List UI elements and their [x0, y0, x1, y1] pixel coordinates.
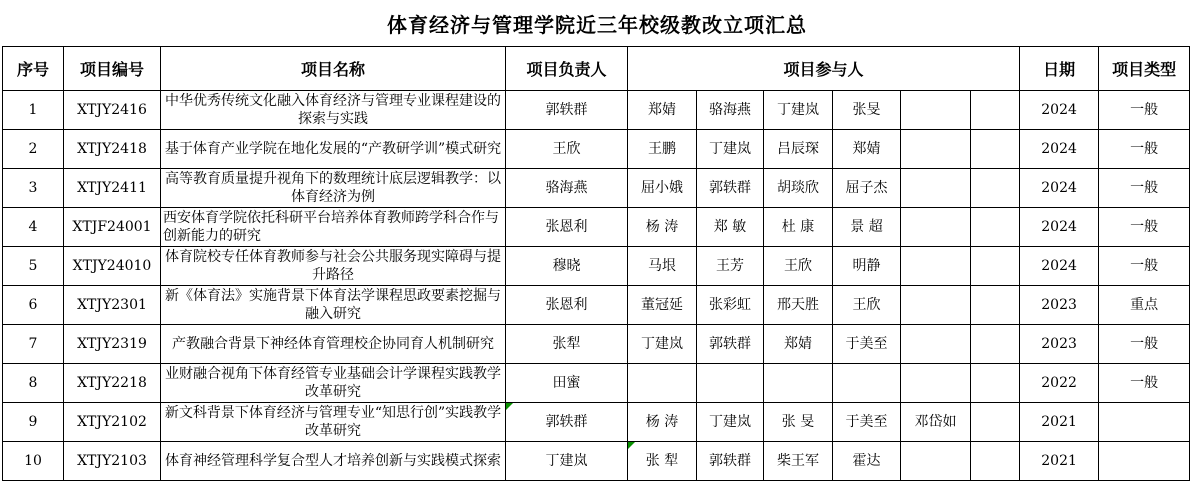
cell-project-id: XTJY24010 [64, 247, 161, 286]
cell-index: 5 [3, 247, 64, 286]
cell-date: 2023 [1020, 325, 1099, 364]
cell-participant [971, 130, 1020, 169]
cell-date: 2021 [1020, 403, 1099, 442]
cell-index: 4 [3, 208, 64, 247]
table-row [3, 247, 1190, 286]
header-project-name: 项目名称 [161, 47, 506, 91]
table-body [3, 91, 1190, 481]
cell-project-name: 西安体育学院依托科研平台培养体育教师跨学科合作与创新能力的研究 [161, 208, 506, 247]
cell-date: 2024 [1020, 247, 1099, 286]
cell-project-id: XTJY2411 [64, 169, 161, 208]
cell-type: 一般 [1099, 208, 1190, 247]
cell-participant [901, 91, 971, 130]
cell-participant: 于美至 [833, 325, 901, 364]
cell-leader: 田蜜 [506, 364, 628, 403]
cell-type: 一般 [1099, 91, 1190, 130]
header-participants: 项目参与人 [628, 47, 1020, 91]
cell-project-id: XTJY2416 [64, 91, 161, 130]
cell-participant [628, 364, 697, 403]
cell-leader: 王欣 [506, 130, 628, 169]
cell-participant: 王芳 [697, 247, 764, 286]
table-row [3, 403, 1190, 442]
page-title: 体育经济与管理学院近三年校级教改立项汇总 [387, 12, 807, 37]
cell-participant: 杨 涛 [628, 403, 697, 442]
projects-table [2, 46, 1190, 481]
cell-project-name: 高等教育质量提升视角下的数理统计底层逻辑教学：以体育经济为例 [161, 169, 506, 208]
cell-index: 7 [3, 325, 64, 364]
cell-project-name: 基于体育产业学院在地化发展的“产教研学训”模式研究 [161, 130, 506, 169]
header-date: 日期 [1020, 47, 1099, 91]
cell-participant [764, 364, 833, 403]
cell-participant [971, 91, 1020, 130]
cell-participant: 马垠 [628, 247, 697, 286]
cell-participant: 邓岱如 [901, 403, 971, 442]
table-row [3, 130, 1190, 169]
cell-type: 一般 [1099, 130, 1190, 169]
cell-participant: 丁建岚 [628, 325, 697, 364]
cell-participant: 王欣 [764, 247, 833, 286]
cell-participant: 郭轶群 [697, 442, 764, 481]
cell-date: 2024 [1020, 130, 1099, 169]
cell-participant: 屈小娥 [628, 169, 697, 208]
cell-participant [697, 364, 764, 403]
cell-index: 10 [3, 442, 64, 481]
cell-participant [971, 208, 1020, 247]
cell-participant: 柴王军 [764, 442, 833, 481]
cell-participant [971, 364, 1020, 403]
cell-participant: 于美至 [833, 403, 901, 442]
header-project-id: 项目编号 [64, 47, 161, 91]
cell-index: 2 [3, 130, 64, 169]
cell-participant: 屈子杰 [833, 169, 901, 208]
cell-participant [901, 208, 971, 247]
cell-participant: 董冠延 [628, 286, 697, 325]
cell-participant [901, 286, 971, 325]
cell-type: 一般 [1099, 325, 1190, 364]
header-row [3, 47, 1190, 91]
cell-project-name: 中华优秀传统文化融入体育经济与管理专业课程建设的探索与实践 [161, 91, 506, 130]
cell-index: 9 [3, 403, 64, 442]
cell-date: 2023 [1020, 286, 1099, 325]
cell-leader: 张恩利 [506, 208, 628, 247]
cell-participant: 丁建岚 [697, 130, 764, 169]
table-row [3, 286, 1190, 325]
cell-participant: 邢天胜 [764, 286, 833, 325]
cell-date: 2024 [1020, 208, 1099, 247]
cell-participant: 张旻 [833, 91, 901, 130]
cell-index: 3 [3, 169, 64, 208]
cell-index: 6 [3, 286, 64, 325]
header-type: 项目类型 [1099, 47, 1190, 91]
cell-participant: 胡琰欣 [764, 169, 833, 208]
cell-participant: 郑婧 [628, 91, 697, 130]
cell-project-name: 新文科背景下体育经济与管理专业“知思行创”实践教学改革研究 [161, 403, 506, 442]
cell-project-id: XTJF24001 [64, 208, 161, 247]
cell-participant [901, 169, 971, 208]
cell-participant [971, 169, 1020, 208]
cell-project-name: 体育神经管理科学复合型人才培养创新与实践模式探索 [161, 442, 506, 481]
cell-participant: 骆海燕 [697, 91, 764, 130]
cell-type: 一般 [1099, 364, 1190, 403]
cell-leader: 丁建岚 [506, 442, 628, 481]
cell-participant: 王欣 [833, 286, 901, 325]
cell-participant: 杨 涛 [628, 208, 697, 247]
cell-date: 2024 [1020, 91, 1099, 130]
cell-participant: 王鹏 [628, 130, 697, 169]
cell-participant [901, 442, 971, 481]
table-row [3, 364, 1190, 403]
cell-leader: 张犁 [506, 325, 628, 364]
table-row [3, 208, 1190, 247]
cell-participant [833, 364, 901, 403]
cell-participant: 明静 [833, 247, 901, 286]
cell-participant: 景 超 [833, 208, 901, 247]
header-leader: 项目负责人 [506, 47, 628, 91]
cell-project-name: 体育院校专任体育教师参与社会公共服务现实障碍与提升路径 [161, 247, 506, 286]
cell-leader: 郭轶群 [506, 403, 628, 442]
cell-participant: 张彩虹 [697, 286, 764, 325]
cell-leader: 骆海燕 [506, 169, 628, 208]
title-bar [0, 0, 1194, 46]
cell-participant [901, 364, 971, 403]
cell-type [1099, 442, 1190, 481]
cell-participant: 郑婧 [764, 325, 833, 364]
cell-date: 2021 [1020, 442, 1099, 481]
cell-participant [901, 325, 971, 364]
cell-project-name: 业财融合视角下体育经管专业基础会计学课程实践教学改革研究 [161, 364, 506, 403]
cell-participant: 郭轶群 [697, 169, 764, 208]
cell-type: 一般 [1099, 169, 1190, 208]
cell-project-id: XTJY2103 [64, 442, 161, 481]
cell-participant: 丁建岚 [697, 403, 764, 442]
cell-participant: 张 犁 [628, 442, 697, 481]
cell-date: 2022 [1020, 364, 1099, 403]
table-row [3, 325, 1190, 364]
cell-participant [971, 247, 1020, 286]
cell-project-name: 新《体育法》实施背景下体育法学课程思政要素挖掘与融入研究 [161, 286, 506, 325]
cell-participant [971, 403, 1020, 442]
cell-index: 8 [3, 364, 64, 403]
cell-leader: 穆晓 [506, 247, 628, 286]
cell-participant: 张 旻 [764, 403, 833, 442]
table-row [3, 169, 1190, 208]
cell-type: 一般 [1099, 247, 1190, 286]
cell-project-id: XTJY2418 [64, 130, 161, 169]
table-row [3, 91, 1190, 130]
cell-type: 重点 [1099, 286, 1190, 325]
cell-participant: 郭轶群 [697, 325, 764, 364]
cell-participant [971, 325, 1020, 364]
cell-project-name: 产教融合背景下神经体育管理校企协同育人机制研究 [161, 325, 506, 364]
cell-participant: 霍达 [833, 442, 901, 481]
cell-participant: 郑婧 [833, 130, 901, 169]
header-index: 序号 [3, 47, 64, 91]
cell-leader: 张恩利 [506, 286, 628, 325]
cell-date: 2024 [1020, 169, 1099, 208]
cell-project-id: XTJY2102 [64, 403, 161, 442]
cell-project-id: XTJY2319 [64, 325, 161, 364]
cell-participant [901, 247, 971, 286]
cell-participant [901, 130, 971, 169]
cell-participant: 郑 敏 [697, 208, 764, 247]
cell-project-id: XTJY2301 [64, 286, 161, 325]
cell-leader: 郭轶群 [506, 91, 628, 130]
cell-participant [971, 286, 1020, 325]
cell-project-id: XTJY2218 [64, 364, 161, 403]
cell-participant: 丁建岚 [764, 91, 833, 130]
cell-index: 1 [3, 91, 64, 130]
cell-participant: 吕辰琛 [764, 130, 833, 169]
cell-participant [971, 442, 1020, 481]
cell-participant: 杜 康 [764, 208, 833, 247]
table-row [3, 442, 1190, 481]
cell-type [1099, 403, 1190, 442]
